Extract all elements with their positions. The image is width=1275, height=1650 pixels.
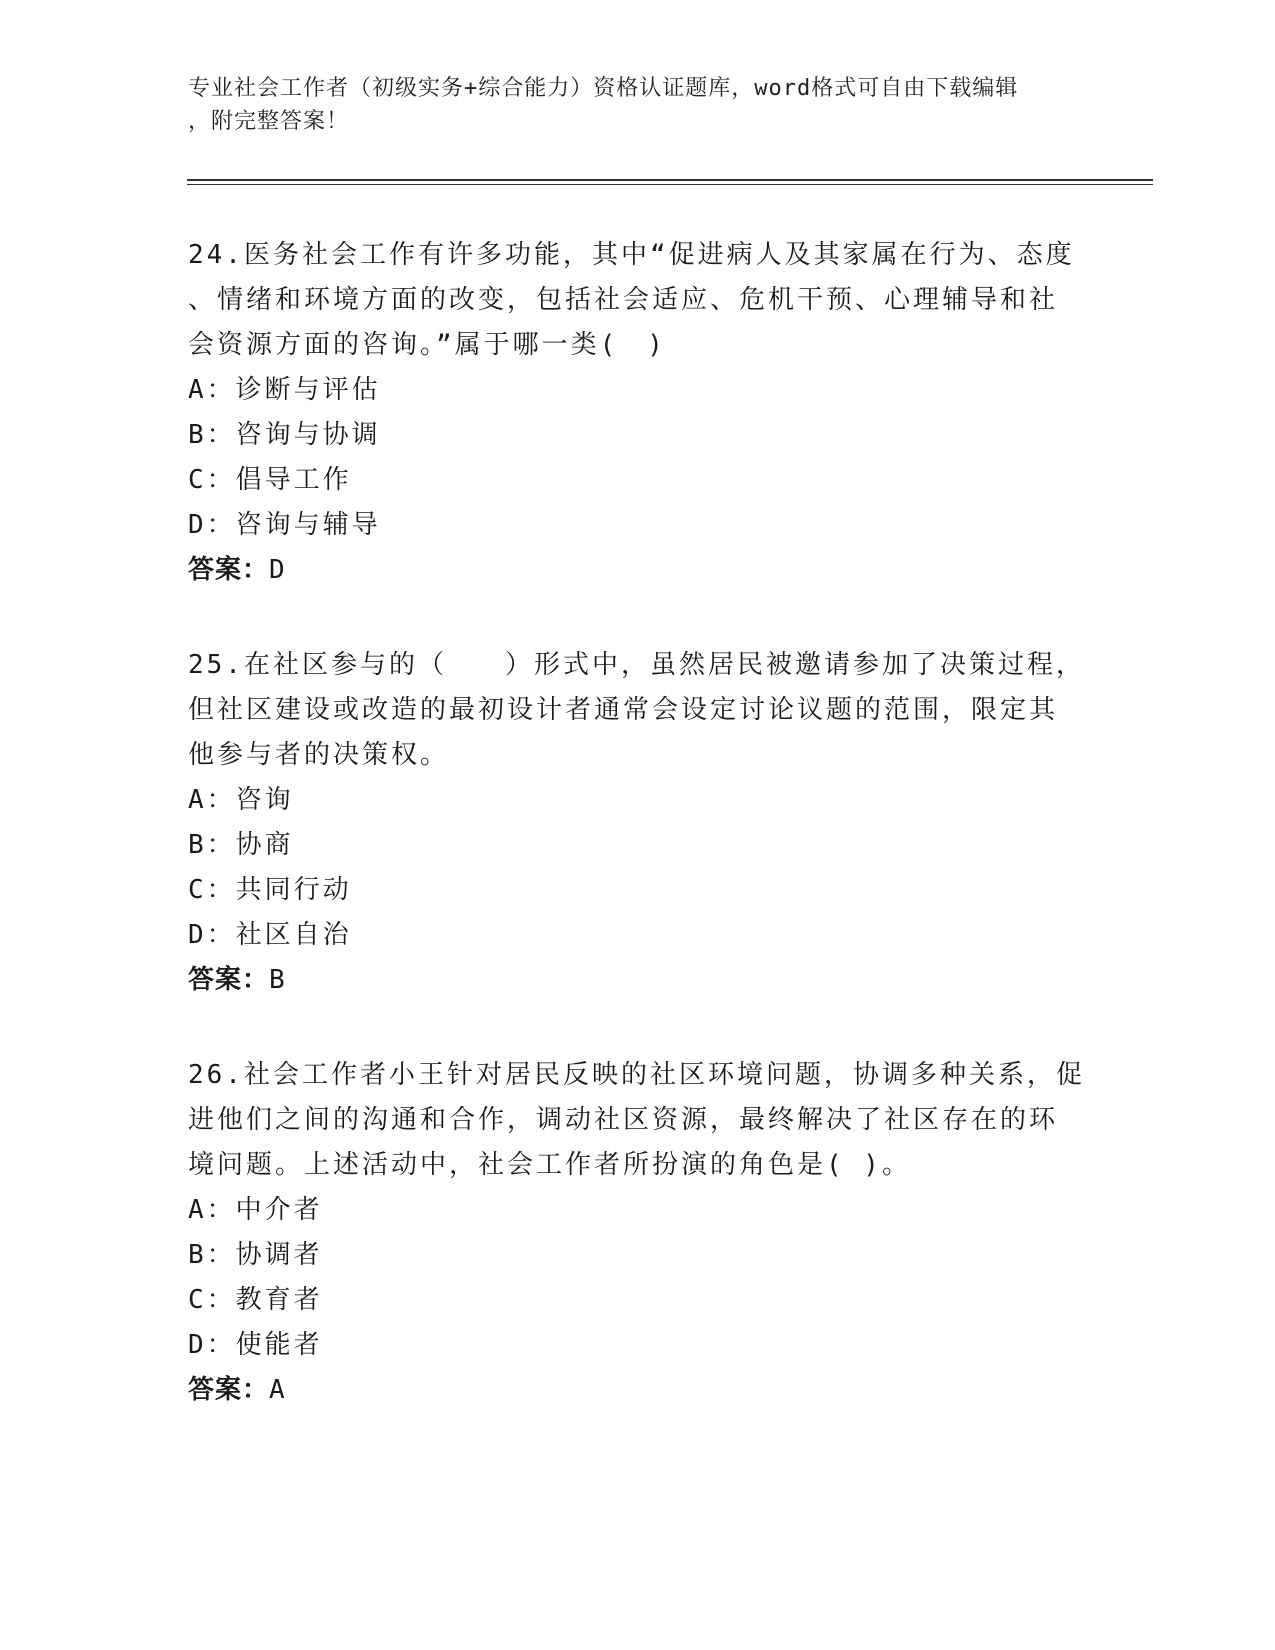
question-25 — [188, 643, 1088, 1003]
question-stem-line: 但社区建设或改造的最初设计者通常会设定讨论议题的范围，限定其 — [188, 695, 1059, 725]
answer-label: 答案： — [188, 555, 270, 585]
answer-label: 答案： — [188, 1375, 270, 1405]
question-stem-line: 境问题。上述活动中，社会工作者所扮演的角色是( )。 — [188, 1150, 911, 1180]
document-header — [188, 72, 1088, 138]
option-c: C：共同行动 — [188, 875, 352, 905]
option-b: B：咨询与协调 — [188, 420, 381, 450]
option-a: A：咨询 — [188, 785, 294, 815]
option-d: D：使能者 — [188, 1330, 323, 1360]
option-a: A：诊断与评估 — [188, 375, 381, 405]
question-stem-line: 25.在社区参与的（ ）形式中，虽然居民被邀请参加了决策过程， — [188, 650, 1085, 680]
option-c: C：倡导工作 — [188, 465, 352, 495]
answer-line — [188, 1368, 1088, 1413]
question-stem-line: 26.社会工作者小王针对居民反映的社区环境问题，协调多种关系，促 — [188, 1060, 1085, 1090]
question-stem-line: 24.医务社会工作有许多功能，其中“促进病人及其家属在行为、态度 — [188, 240, 1075, 270]
question-stem-line: 、情绪和环境方面的改变，包括社会适应、危机干预、心理辅导和社 — [188, 285, 1059, 315]
question-26 — [188, 1053, 1088, 1413]
question-stem-line: 他参与者的决策权。 — [188, 740, 450, 770]
question-24 — [188, 233, 1088, 593]
header-line-1: 专业社会工作者（初级实务+综合能力）资格认证题库，word格式可自由下载编辑 — [188, 76, 1019, 101]
question-stem-line: 进他们之间的沟通和合作，调动社区资源，最终解决了社区存在的环 — [188, 1105, 1059, 1135]
option-b: B：协商 — [188, 830, 294, 860]
question-stem-line: 会资源方面的咨询。”属于哪一类( ) — [188, 330, 666, 360]
option-a: A：中介者 — [188, 1195, 323, 1225]
option-d: D：咨询与辅导 — [188, 510, 381, 540]
answer-line — [188, 548, 1088, 593]
answer-value: B — [269, 965, 286, 995]
header-line-2: ，附完整答案！ — [188, 109, 350, 134]
option-c: C：教育者 — [188, 1285, 323, 1315]
answer-value: D — [269, 555, 286, 585]
option-b: B：协调者 — [188, 1240, 323, 1270]
answer-label: 答案： — [188, 965, 270, 995]
answer-value: A — [269, 1375, 286, 1405]
header-divider — [187, 179, 1153, 185]
option-d: D：社区自治 — [188, 920, 352, 950]
answer-line — [188, 958, 1088, 1003]
